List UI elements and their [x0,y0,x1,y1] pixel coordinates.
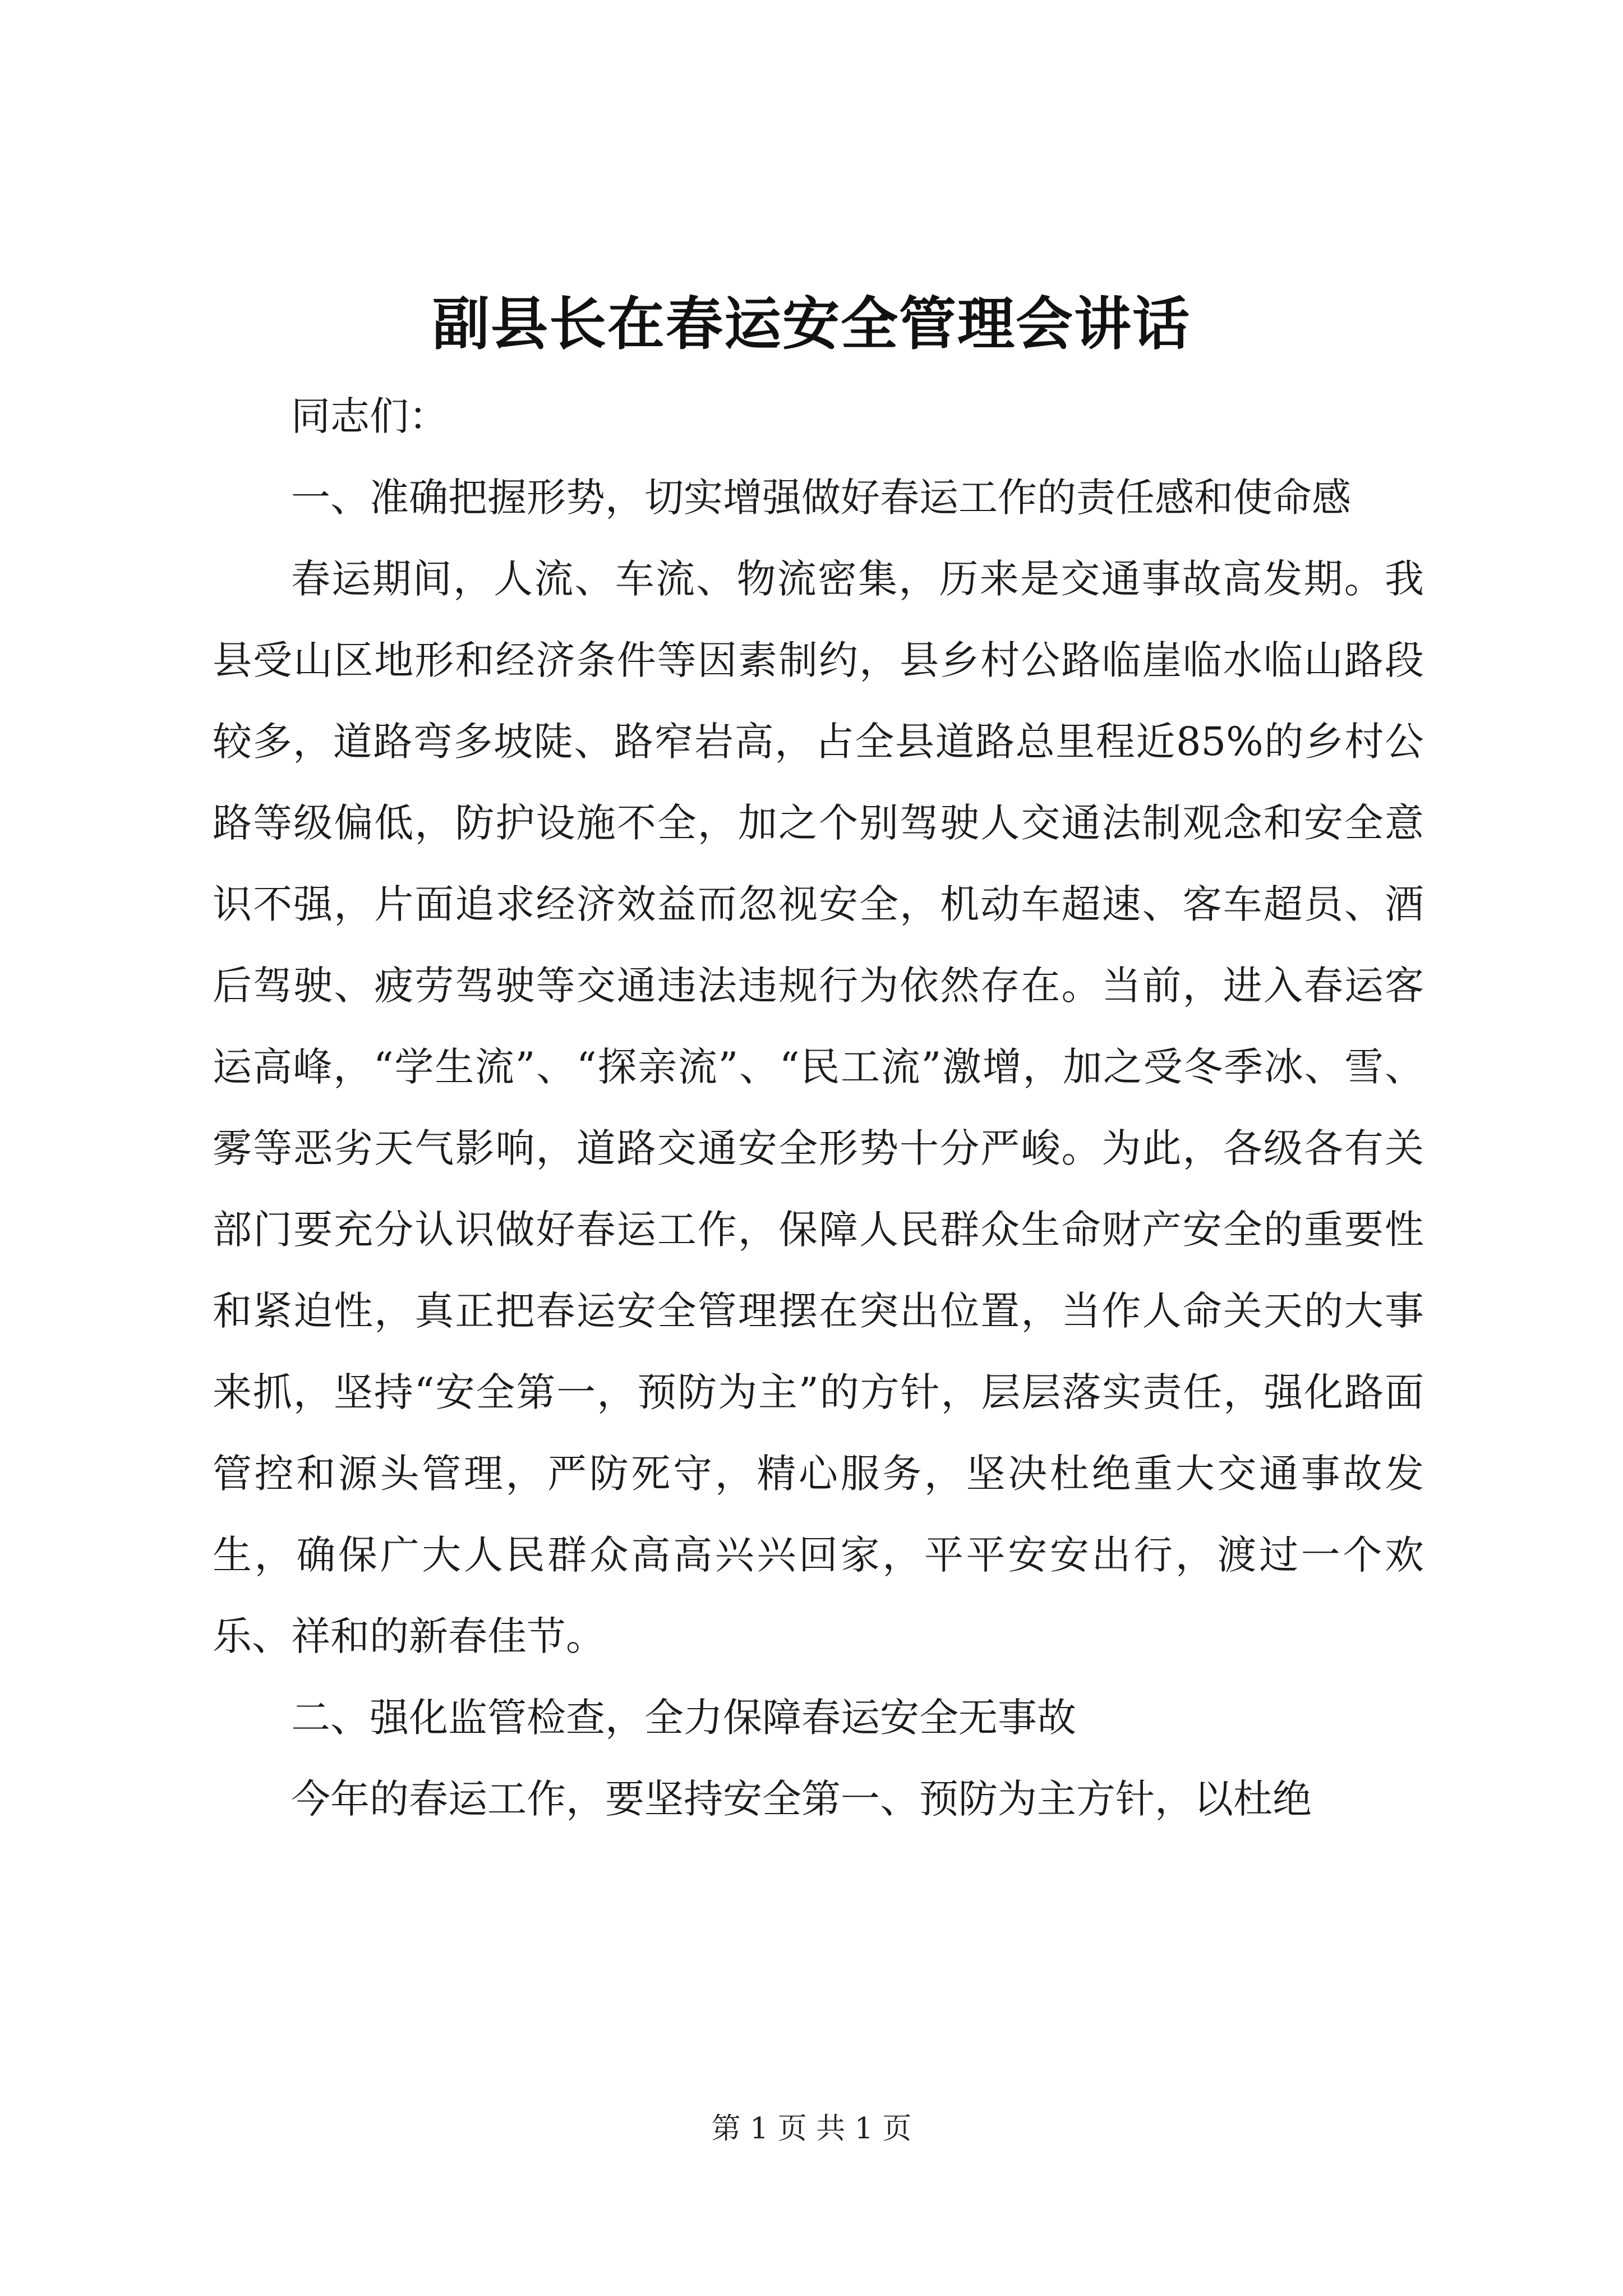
greeting: 同志们： [291,393,448,439]
paragraph-2: 今年的春运工作，要坚持安全第一、预防为主方针，以杜绝 [291,1776,1312,1822]
page-footer: 第 1 页 共 1 页 [711,2112,912,2146]
section-heading-2: 二、强化监管检查，全力保障春运安全无事故 [291,1695,1076,1741]
paragraph-1: 春运期间，人流、车流、物流密集，历来是交通事故高发期。我县受山区地形和经济条件等因素制约，县乡村公路临崖临水临山路段较多，道路弯多坡陡、路窄岩高，占全县道路总里程近85%的乡村公路等级偏低，防护设施不全，加之个别驾驶人交通法制观念和安全意识不强，片面追求经济效益而忽视安全，机动车超速、客车超员、酒后驾驶、疲劳驾驶等交通违法违规行为依然存在。当前，进入春运客运高峰，“学生流”、“探亲流”、“民工流”激增，加之受冬季冰、雪、雾等恶劣天气影响，道路交通安全形势十分严峻。为此，各级各有关部门要充分认识做好春运工作，保障人民群众生命财产安全的重要性和紧迫性，真正把春运安全管理摆在突出位置，当作人命关天的大事来抓，坚持“安全第一，预防为主”的方针，层层落实责任，强化路面管控和源头管理，严防死守，精心服务，坚决杜绝重大交通事故发生，确保广大人民群众高高兴兴回家，平平安安出行，渡过一个欢乐、祥和的新春佳节。 [213,556,1424,1659]
document-body [213,376,1424,1840]
section-heading-1: 一、准确把握形势，切实增强做好春运工作的责任感和使命感 [291,475,1351,521]
document-title: 副县长在春运安全管理会讲话 [432,291,1191,358]
